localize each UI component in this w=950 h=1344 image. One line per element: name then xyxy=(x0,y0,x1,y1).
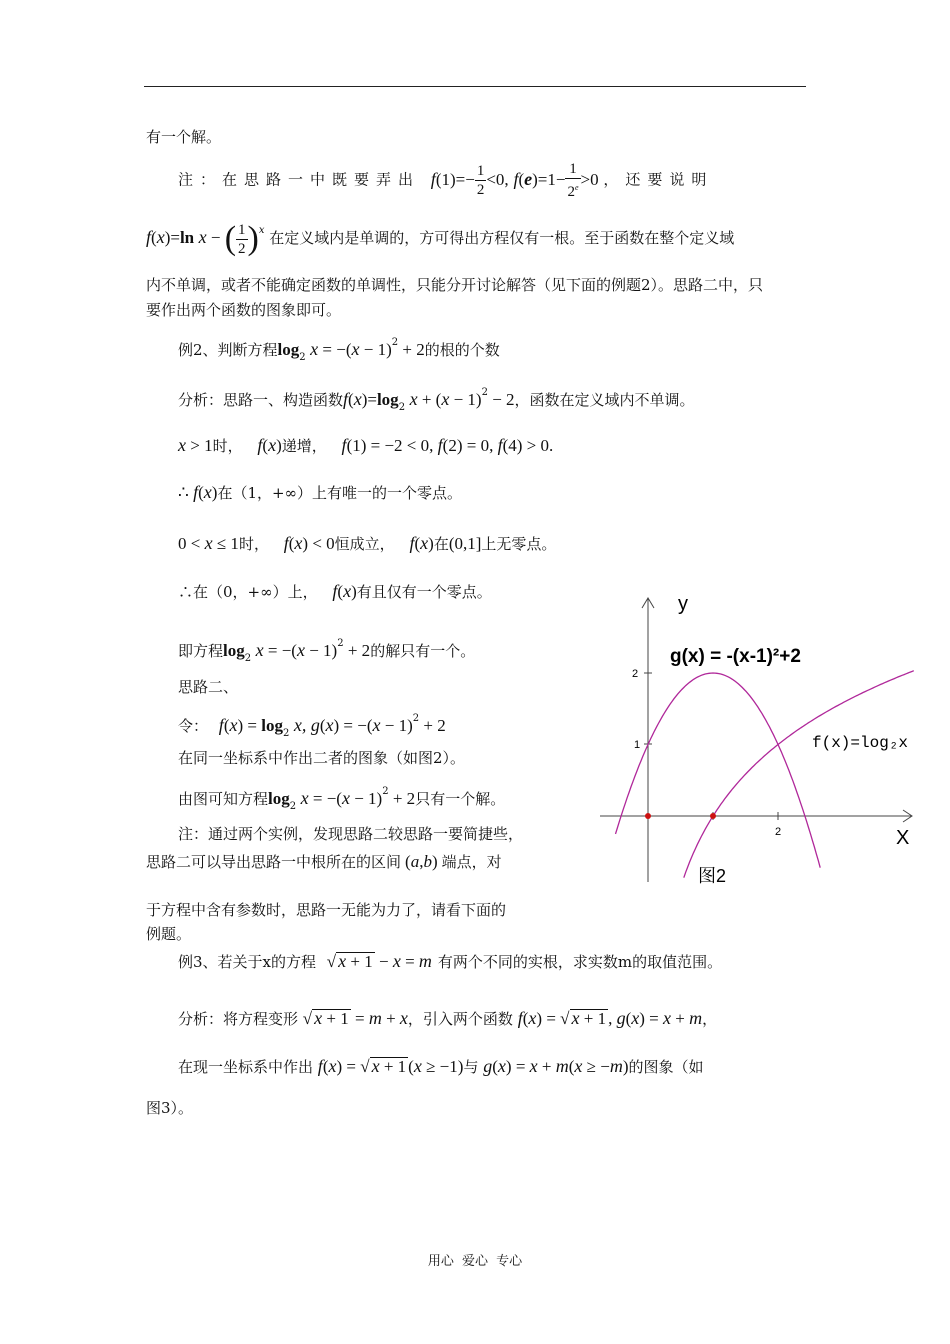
jifc-label: 即方程 xyxy=(178,642,224,660)
note2-c: 端点，对 xyxy=(441,853,502,871)
f-curve xyxy=(684,671,914,878)
always-label: 恒成立， xyxy=(334,535,395,553)
example2-equation: $\log_2 x = -(x - 1)^2 + 2$ xyxy=(277,337,425,363)
note1-line xyxy=(178,160,713,201)
y-tick-1-label: 1 xyxy=(634,739,641,751)
analysis3-funcs: f(x) = √ x + 1 , g(x) = x + m xyxy=(517,1008,703,1028)
note2-line-e: 例题。 xyxy=(146,925,192,943)
fig3-line: 图3）。 xyxy=(146,1099,194,1117)
increasing-label: 递增， xyxy=(281,437,327,455)
line3-formula: f(x)=ln x − ( $\frac{1}{2}$ )$^x$ xyxy=(146,220,265,257)
x-gt-1: x > 1 xyxy=(178,435,213,455)
draw-g: g(x) = x + m(x ≥ −m) xyxy=(483,1056,629,1076)
fx-neg: f(x) < 0 xyxy=(283,533,335,553)
note1-formula: f(1)=− $\frac{1}{2}$ <0, f(e)=1− $\frac{1}{2^e}$ >0 xyxy=(430,161,599,200)
fx-1: f(x) xyxy=(257,435,282,455)
analysis3-head: 分析：将方程变形 xyxy=(178,1010,299,1028)
analysis1-line xyxy=(178,382,695,419)
note1-tail: ，还要说明 xyxy=(603,170,714,189)
analysis1-formula: $f(x)=\log_2$ $x + (x - 1)^2 - 2$ xyxy=(343,387,515,413)
note2-line-d: 于方程中含有参数时，思路一无能为力了，请看下面的 xyxy=(146,901,507,919)
fx-4: f(x) xyxy=(332,581,357,601)
figure-2-graph xyxy=(600,592,920,892)
when2: 时， xyxy=(238,535,269,553)
note1-label: 注：在思路一中既要弄出 xyxy=(178,170,421,189)
therefore2-line xyxy=(178,580,492,603)
example2-line xyxy=(178,332,500,369)
g-function-label: g(x) = -(x-1)²+2 xyxy=(670,646,801,667)
header-rule xyxy=(144,86,806,87)
draw-head: 在现一坐标系中作出 xyxy=(178,1058,314,1076)
fx-3: f(x) xyxy=(409,533,434,553)
page-footer: 用心 爱心 专心 xyxy=(427,1254,523,1269)
g-curve xyxy=(616,673,821,868)
equation-one-solution xyxy=(178,633,475,670)
draw-tail: 的图象（如 xyxy=(628,1058,704,1076)
interval-0-1: (0,1] xyxy=(448,534,482,553)
from-figure-head: 由图可知方程 xyxy=(178,790,269,808)
y-axis-label: y xyxy=(678,593,688,615)
note2-line-a: 注：通过两个实例，发现思路二较思路一要简捷些， xyxy=(178,825,524,843)
no-zero-label: 上无零点。 xyxy=(481,535,557,553)
negative-line xyxy=(178,532,556,555)
increasing-line xyxy=(178,434,553,457)
values-formula: f(1) = −2 < 0, f(2) = 0, f(4) > 0. xyxy=(341,435,554,455)
line3-tail: 在定义域内是单调的，方可得出方程仅有一根。至于函数在整个定义域 xyxy=(269,229,735,247)
fx-2: f(x) xyxy=(193,482,218,502)
therefore2-head: ∴在（0，+∞）上， xyxy=(178,583,318,601)
therefore1-symbol: ∴ xyxy=(178,483,194,502)
example2-head: 例2、判断方程 xyxy=(178,341,278,359)
draw-f: f(x) = √ x + 1 (x ≥ −1) xyxy=(317,1056,464,1076)
line-5: 要作出两个函数的图象即可。 xyxy=(146,301,342,319)
x-tick-2-label: 2 xyxy=(775,826,782,838)
draw-line xyxy=(178,1055,704,1078)
let-line xyxy=(178,708,446,745)
therefore1-tail: 在（1，+∞）上有唯一的一个零点。 xyxy=(217,484,463,502)
equation-2: $\log_2 x = -(x - 1)^2 + 2$ xyxy=(223,638,371,664)
interval-ab: (a,b) xyxy=(405,852,438,871)
y-tick-2-label: 2 xyxy=(632,668,639,680)
equation-3: $\log_2 x = -(x - 1)^2 + 2$ xyxy=(268,786,416,812)
example3-tail: 有两个不同的实根，求实数m的取值范围。 xyxy=(437,953,723,971)
figure-caption: 图2 xyxy=(698,866,727,886)
root-point xyxy=(710,813,716,819)
let-formula: $f(x) = \log_2 x$, $g(x) = -(x - 1)^2 + 2$ xyxy=(218,713,446,739)
therefore1-line xyxy=(178,481,462,504)
example3-line xyxy=(178,950,722,973)
analysis3-end: ， xyxy=(702,1010,718,1028)
let-label: 令： xyxy=(178,717,209,735)
analysis3-line xyxy=(178,1007,717,1030)
from-figure-tail: 只有一个解。 xyxy=(415,790,506,808)
same-axis-line: 在同一坐标系中作出二者的图象（如图2）。 xyxy=(178,749,466,767)
line-1: 有一个解。 xyxy=(146,128,222,146)
only-one-label: 的解只有一个。 xyxy=(370,642,476,660)
f-function-label: f(x)=log₂x xyxy=(812,734,909,752)
therefore2-tail: 有且仅有一个零点。 xyxy=(356,583,492,601)
silu2-label: 思路二、 xyxy=(178,678,239,696)
line-4: 内不单调，或者不能确定函数的单调性，只能分开讨论解答（见下面的例题2）。思路二中，只 xyxy=(146,276,764,294)
from-figure-line xyxy=(178,781,505,818)
example3-head: 例3、若关于x的方程 xyxy=(178,953,317,971)
x-axis-label: X xyxy=(896,827,910,849)
example2-tail: 的根的个数 xyxy=(424,341,500,359)
analysis3-mid: ，引入两个函数 xyxy=(407,1010,513,1028)
analysis3-eq: √ x + 1 = m + x xyxy=(302,1008,408,1028)
example3-equation: √ x + 1 − x = m xyxy=(326,951,432,971)
analysis1-tail: ，函数在定义域内不单调。 xyxy=(514,391,695,409)
at-label: 在 xyxy=(433,535,449,553)
origin-point xyxy=(645,813,651,819)
draw-mid: 与 xyxy=(463,1058,479,1076)
line-3 xyxy=(146,220,734,258)
analysis1-head: 分析：思路一、构造函数 xyxy=(178,391,344,409)
note2-line-b xyxy=(146,851,502,873)
range-0-1: 0 < x ≤ 1 xyxy=(178,533,239,553)
note2-b: 思路二可以导出思路一中根所在的区间 xyxy=(146,853,402,871)
when1: 时， xyxy=(212,437,243,455)
